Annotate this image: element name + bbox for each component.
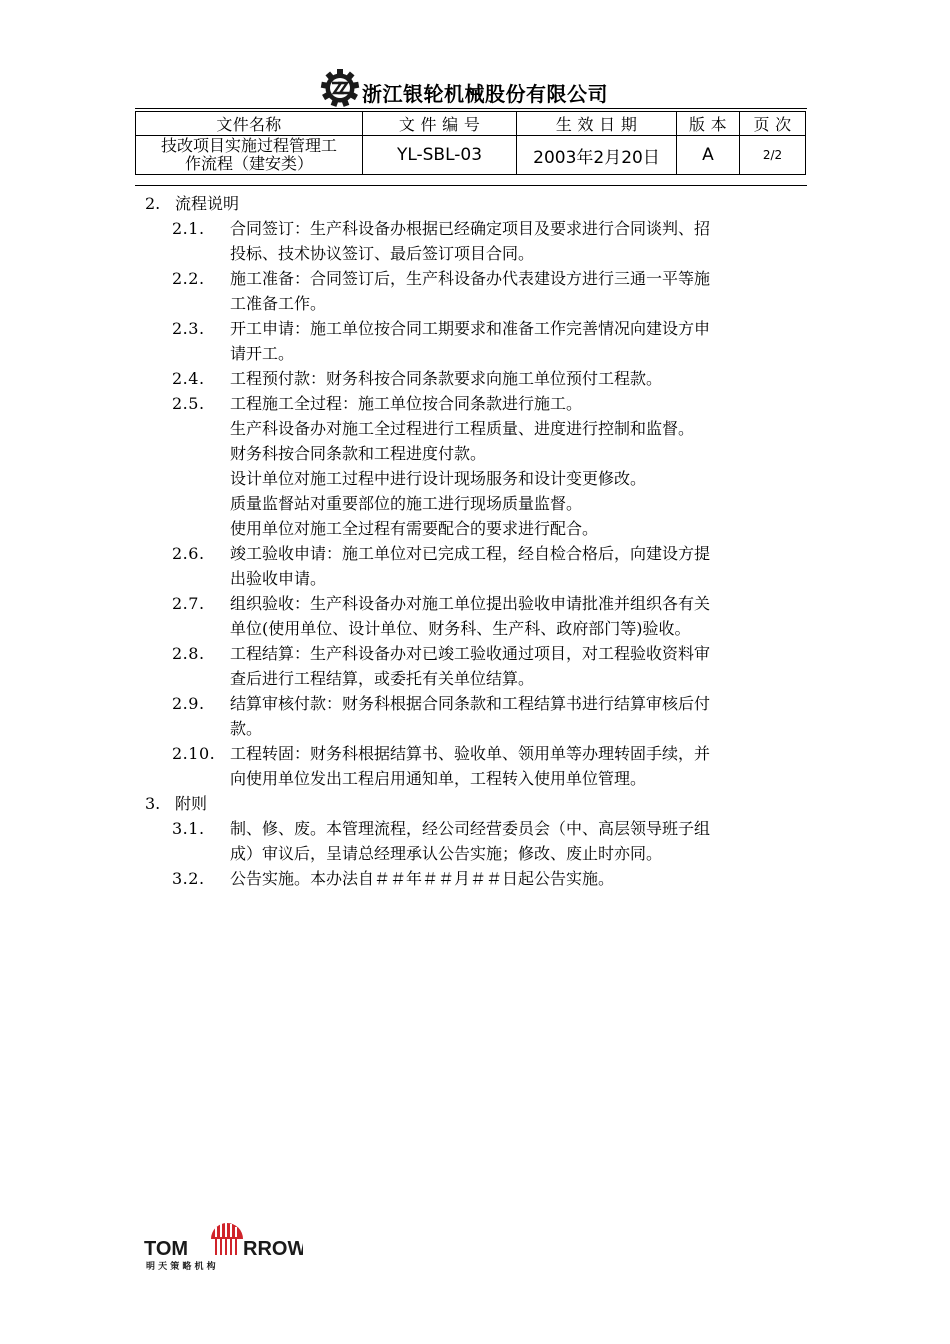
item-text [230,641,810,691]
item-text-line: 工程预付款：财务科按合同条款要求向施工单位预付工程款。 [230,369,663,388]
item-text-line: 组织验收：生产科设备办对施工单位提出验收申请批准并组织各有关 [230,594,711,613]
list-item [172,816,810,866]
section-heading [145,791,810,816]
item-number: 2.8. [172,644,205,663]
item-text-line: 款。 [230,719,263,738]
item-text-line: 单位(使用单位、设计单位、财务科、生产科、政府部门等)验收。 [230,619,691,638]
tomorrow-logo [143,1213,303,1273]
section-number: 2. [145,194,161,213]
item-number: 2.7. [172,594,205,613]
item-number: 2.5. [172,394,205,413]
doc-page: 2/2 [740,136,806,175]
item-text-line: 请开工。 [230,344,295,363]
item-text-line: 质量监督站对重要部位的施工进行现场质量监督。 [230,494,583,513]
company-name: 浙江银轮机械股份有限公司 [362,81,608,106]
item-number: 2.6. [172,544,205,563]
section [145,791,810,891]
item-text-line: 施工准备：合同签订后，生产科设备办代表建设方进行三通一平等施 [230,269,711,288]
list-item [172,391,810,541]
doc-number: YL-SBL-03 [363,136,517,175]
header-effective-date: 生 效 日 期 [517,112,677,136]
item-text-line: 财务科按合同条款和工程进度付款。 [230,444,487,463]
list-item [172,216,810,266]
list-item [172,866,810,891]
item-text-line: 查后进行工程结算，或委托有关单位结算。 [230,669,535,688]
item-text [230,866,810,891]
list-item [172,541,810,591]
item-text-line: 公告实施。本办法自＃＃年＃＃月＃＃日起公告实施。 [230,869,615,888]
list-item [172,266,810,316]
item-text-line: 工准备工作。 [230,294,327,313]
header-file-number: 文 件 编 号 [363,112,517,136]
table-header-row [136,112,806,136]
item-text [230,266,810,316]
list-item [172,641,810,691]
document-info-table [135,111,806,175]
item-text [230,216,810,266]
item-text-line: 向使用单位发出工程启用通知单，工程转入使用单位管理。 [230,769,647,788]
section-number: 3. [145,794,161,813]
section-title: 流程说明 [175,194,240,213]
yinlun-gear-logo-icon [320,68,360,108]
section-heading [145,191,810,216]
item-text-line: 生产科设备办对施工全过程进行工程质量、进度进行控制和监督。 [230,419,695,438]
item-number: 3.2. [172,869,205,888]
item-number: 3.1. [172,819,205,838]
item-text-line: 工程施工全过程：施工单位按合同条款进行施工。 [230,394,583,413]
item-number: 2.1. [172,219,205,238]
item-text [230,741,810,791]
item-number: 2.4. [172,369,205,388]
item-text [230,316,810,366]
header-file-name: 文件名称 [136,112,363,136]
item-text [230,691,810,741]
list-item [172,316,810,366]
item-text [230,591,810,641]
section-title: 附则 [175,794,208,813]
tomorrow-brand-right: RROW [243,1238,303,1260]
table-value-row [136,136,806,175]
top-rule [135,108,807,109]
item-text [230,391,810,541]
tomorrow-logo-icon [143,1213,303,1273]
doc-title [136,136,363,175]
item-text-line: 成）审议后，呈请总经理承认公告实施；修改、废止时亦同。 [230,844,663,863]
item-text-line: 工程转固：财务科根据结算书、验收单、领用单等办理转固手续，并 [230,744,711,763]
list-item [172,591,810,641]
item-text-line: 合同签订：生产科设备办根据已经确定项目及要求进行合同谈判、招 [230,219,711,238]
tomorrow-brand-left: TOM [144,1238,189,1260]
doc-title-line-1: 技改项目实施过程管理工 [160,136,337,155]
document-body [145,191,810,891]
tomorrow-tagline: 明 天 策 略 机 构 [146,1262,216,1272]
item-number: 2.3. [172,319,205,338]
item-text [230,816,810,866]
item-text-line: 设计单位对施工过程中进行设计现场服务和设计变更修改。 [230,469,647,488]
item-number: 2.2. [172,269,205,288]
item-text-line: 制、修、废。本管理流程，经公司经营委员会（中、高层领导班子组 [230,819,711,838]
item-text-line: 开工申请：施工单位按合同工期要求和准备工作完善情况向建设方申 [230,319,711,338]
company-header [320,66,608,110]
item-text [230,366,810,391]
list-item [172,366,810,391]
doc-title-line-2: 作流程（建安类） [184,154,313,173]
list-item [172,741,810,791]
item-text-line: 投标、技术协议签订、最后签订项目合同。 [230,244,535,263]
header-page: 页 次 [740,112,806,136]
content-rule [135,185,807,186]
item-text-line: 出验收申请。 [230,569,327,588]
list-item [172,691,810,741]
item-number: 2.9. [172,694,205,713]
doc-version: A [677,136,740,175]
item-number: 2.10. [172,744,216,763]
item-text-line: 工程结算：生产科设备办对已竣工验收通过项目，对工程验收资料审 [230,644,711,663]
doc-date: 2003年2月20日 [517,136,677,175]
section [145,191,810,791]
item-text-line: 使用单位对施工全过程有需要配合的要求进行配合。 [230,519,599,538]
item-text-line: 结算审核付款：财务科根据合同条款和工程结算书进行结算审核后付 [230,694,711,713]
item-text-line: 竣工验收申请：施工单位对已完成工程，经自检合格后，向建设方提 [230,544,711,563]
item-text [230,541,810,591]
header-version: 版 本 [677,112,740,136]
